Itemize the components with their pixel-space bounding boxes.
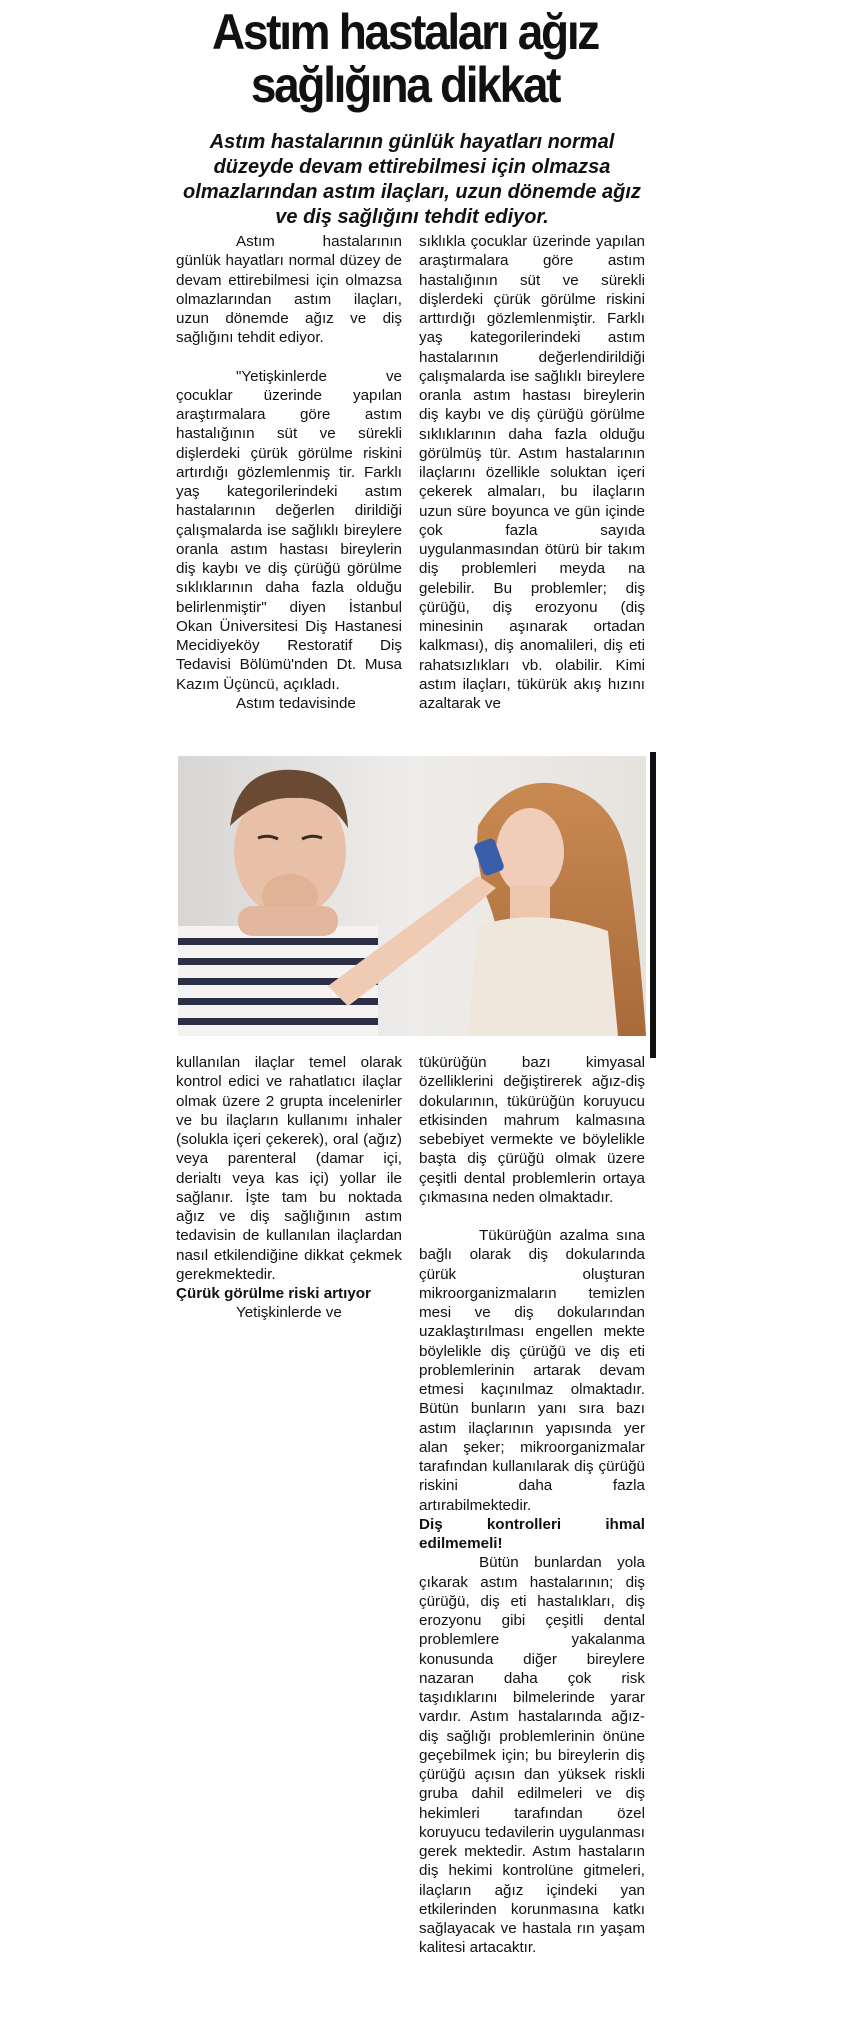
paragraph: Astım tedavisinde: [236, 694, 356, 712]
text-column-2: [419, 232, 645, 713]
paragraph: kullanılan ilaçlar temel olarak kontrol edici ve rahatlatıcı ilaçlar olmak üzere 2 grupta incelenirler ve bu ilaçların kullanımı inhaler (solukla içeri çekerek), oral (ağız) veya parenteral (damar içi, derialtı veya kas içi) yollar ile sağlanır. İşte tam bu noktada ağız ve diş sağlığının astım tedavisin de kullanılan ilaçlardan nasıl etkilendiğine dikkat çekmek gerekmektedir.: [176, 1054, 402, 1283]
deck-subtitle: Astım hastalarının günlük hayatları normal düzeyde devam ettirebilmesi için olmazsa olmazlarından astım ilaçları, uzun dönemde ağız ve diş sağlığını tehdit ediyor.: [183, 131, 641, 228]
paragraph: tükürüğün bazı kimyasal özelliklerini değiştirerek ağız-diş dokularının, tükürüğün koruyucu etkisinden mahrum kalmasına sebebiyet vermekte ve böylelikle başta diş çürüğü olmak üzere çeşitli dental problemlerin ortaya çıkmasına neden olmaktadır.: [419, 1054, 645, 1206]
text-column-1: [176, 232, 402, 713]
headline: Astım hastaları ağız sağlığına dikkat: [211, 4, 599, 113]
subheading: Diş kontrolleri ihmal edilmemeli!: [419, 1515, 645, 1552]
paragraph: sıklıkla çocuklar üzerinde yapılan araştırmalara göre astım hastalığının süt ve sürekli dişlerdeki çürük görülme riskini arttırdığı gözlemlenmiştir. Farklı yaş kategorilerindeki astım hastalarının değerlendirildiği çalışmalarda ise sağlıklı bireylere oranla astım hastası bireylerin diş kaybı ve diş çürüğü görülme sıklıklarının daha fazla olduğu görülmüş tür. Astım hastalarının ilaçlarını özellikle soluktan içeri çekerek almaları, bu ilaçların uzun süre boyunca ve gün içinde çok fazla sayıda uygulanmasından ötürü bir takım diş problemleri meyda na gelebilir. Bu problemler; diş çürüğü, diş erozyonu (diş minesinin aşınarak ortadan kalkması), diş anomalileri, diş eti rahatsızlıkları vb. olabilir. Kimi astım ilaçları, tükürük akış hızını azaltarak ve: [419, 233, 645, 712]
paragraph: Bütün bunlardan yola çıkarak astım hastalarının; diş çürüğü, diş eti hastalıkları, diş erozyonu gibi çeşitli dental problemlere yakalanma konusunda diğer bireylere nazaran daha çok risk taşıdıklarını bilmelerinde yarar vardır. Astım hastalarında ağız-diş sağlığı problemlerinin önüne geçebilmek için; bu bireylerin diş çürüğü açısın dan yüksek riskli gruba dahil edilmeleri ve diş hekimleri tarafından özel koruyucu tedavilerin uygulanması gerek mektedir. Astım hastaların diş hekimi kontrolüne gitmeleri, ilaçların ağız içindeki yan etkilerinden korunmasına katkı sağlayacak ve hastala rın yaşam kalitesi artacaktır.: [419, 1554, 645, 1957]
coughing-man-and-woman-with-inhaler-photo: [178, 756, 646, 1036]
paragraph: "Yetişkinlerde ve çocuklar üzerinde yapılan araştırmalara göre astım hastalığının süt ve sürekli dişlerdeki çürük görülme riskini artırdığı gözlemlenmiş tir. Farklı yaş kategorilerindeki astım hastalarının değerlen dirildiği çalışmalarda ise sağlıklı bireylere oranla astım hastası bireylerin diş kaybı ve diş çürüğü görülme sıklıklarının daha fazla olduğu belirlenmiştir" diyen İstanbul Okan Üniversitesi Diş Hastanesi Mecidiyeköy Restoratif Diş Tedavisi Bölümü'nden Dt. Musa Kazım Üçüncü, açıkladı.: [176, 367, 402, 693]
subheading: Çürük görülme riski artıyor: [176, 1285, 371, 1302]
asthma-photo: [178, 756, 646, 1036]
paragraph: Astım hastalarının günlük hayatları normal düzey de devam ettirebilmesi için olmazsa olmazlarından astım ilaçları, uzun dönemde ağız ve diş sağlığını tehdit ediyor.: [176, 233, 402, 347]
text-column-4: [419, 1053, 645, 1958]
text-column-3: [176, 1053, 402, 1323]
paragraph: Tükürüğün azalma sına bağlı olarak diş dokularında çürük oluşturan mikroorganizmaların temizlen mesi ve diş dokularından uzaklaştırılması engellen mekte böylelikle diş çürüğü ve diş eti problemlerinin artarak devam etmesi kaçınılmaz olmaktadır. Bütün bunların yanı sıra bazı astım ilaçlarının yapısında yer alan şeker; mikroorganizmalar tarafından kullanılarak diş çürüğü riskini daha fazla artırabilmektedir.: [419, 1227, 645, 1514]
paragraph: Yetişkinlerde ve: [236, 1304, 342, 1322]
vertical-rule: [650, 752, 656, 1058]
